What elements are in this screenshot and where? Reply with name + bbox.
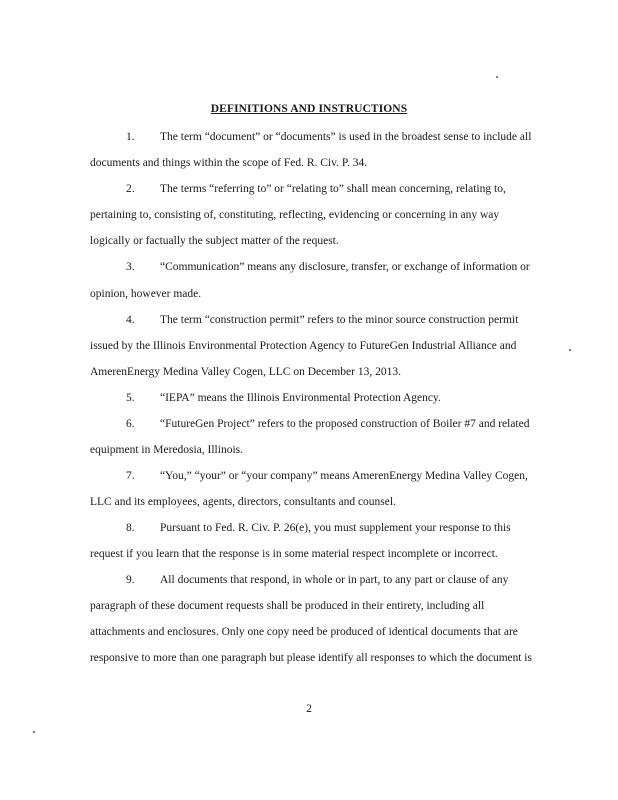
paragraph-line: logically or factually the subject matter of the request. (90, 235, 339, 247)
paragraph-line: request if you learn that the response is in some material respect incomplete or incorrect. (90, 548, 498, 560)
paragraph-number: 6. (126, 418, 135, 430)
paragraph-line: “Communication” means any disclosure, transfer, or exchange of information or (160, 261, 530, 273)
paragraph-number: 7. (126, 470, 135, 482)
paragraph-number: 5. (126, 392, 135, 404)
paragraph-line: The term “construction permit” refers to the minor source construction permit (160, 314, 519, 326)
paragraph-number: 3. (126, 261, 135, 273)
paragraph-line: paragraph of these document requests shall be produced in their entirety, including all (90, 600, 485, 612)
paragraph-line: issued by the Illinois Environmental Protection Agency to FutureGen Industrial Alliance and (90, 340, 517, 352)
paragraph-line: The terms “referring to” or “relating to” shall mean concerning, relating to, (160, 183, 506, 195)
paragraph-line: responsive to more than one paragraph but please identify all responses to which the document is (90, 652, 532, 664)
paragraph-line: AmerenEnergy Medina Valley Cogen, LLC on December 13, 2013. (90, 366, 401, 378)
scan-speck (569, 349, 571, 351)
paragraph-number: 4. (126, 314, 135, 326)
paragraph-number: 8. (126, 522, 135, 534)
page-title: DEFINITIONS AND INSTRUCTIONS (210, 103, 408, 115)
paragraph-number: 1. (126, 131, 135, 143)
paragraph-line: LLC and its employees, agents, directors, consultants and counsel. (90, 496, 396, 508)
paragraph-line: “FutureGen Project” refers to the proposed construction of Boiler #7 and related (160, 418, 530, 430)
page-number: 2 (306, 703, 312, 715)
paragraph-line: Pursuant to Fed. R. Civ. P. 26(e), you must supplement your response to this (160, 522, 511, 534)
paragraph-line: The term “document” or “documents” is used in the broadest sense to include all (160, 131, 532, 143)
scan-speck (496, 76, 498, 78)
paragraph-line: equipment in Meredosia, Illinois. (90, 444, 243, 456)
paragraph-line: pertaining to, consisting of, constituting, reflecting, evidencing or concerning in any way (90, 209, 500, 221)
paragraph-number: 2. (126, 183, 135, 195)
paragraph-number: 9. (126, 574, 135, 586)
scan-speck (33, 731, 35, 733)
paragraph-line: “You,” “your” or “your company” means AmerenEnergy Medina Valley Cogen, (160, 470, 528, 482)
paragraph-line: All documents that respond, in whole or in part, to any part or clause of any (160, 574, 509, 586)
paragraph-line: “IEPA” means the Illinois Environmental Protection Agency. (160, 392, 441, 404)
paragraph-line: opinion, however made. (90, 288, 202, 300)
paragraph-line: attachments and enclosures. Only one copy need be produced of identical documents that are (90, 626, 518, 638)
paragraph-line: documents and things within the scope of Fed. R. Civ. P. 34. (90, 157, 368, 169)
